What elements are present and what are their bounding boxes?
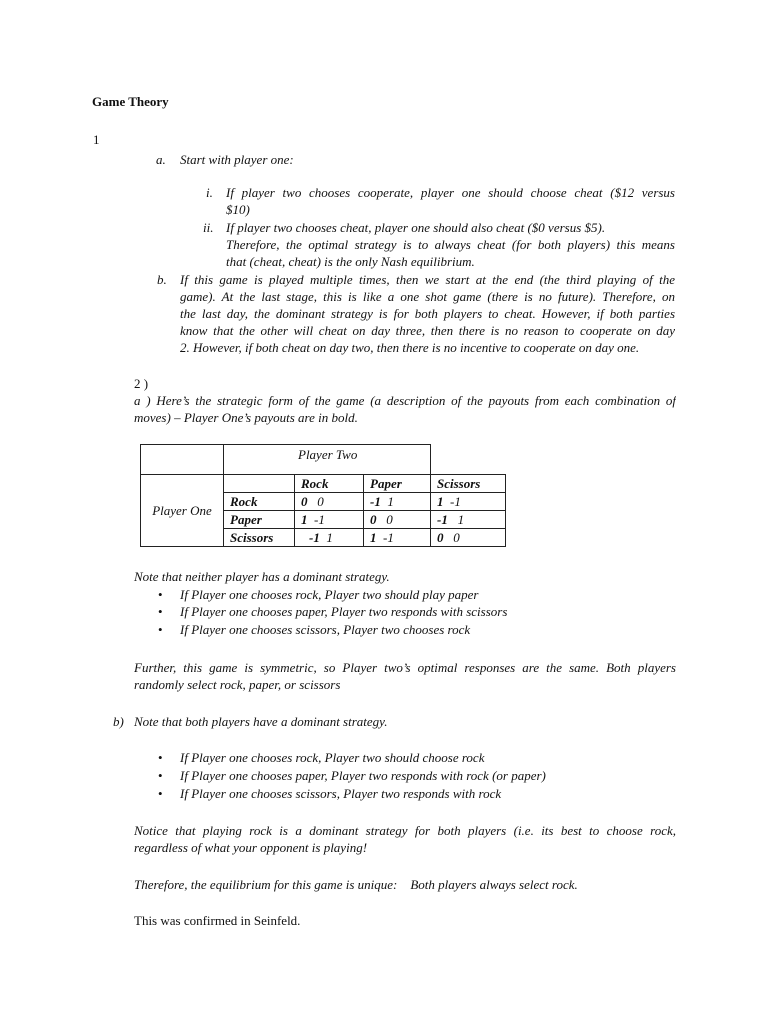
q1-i-line2: $10) — [226, 202, 250, 217]
q2-notice-line-2: regardless of what your opponent is playing! — [134, 840, 368, 855]
q1-ii-line3: that (cheat, cheat) is the only Nash equilibrium. — [226, 254, 475, 269]
bullet-list-2-item-2: If Player one chooses paper, Player two responds with rock (or paper) — [180, 768, 546, 783]
q1-b-line5: 2. However, if both cheat on day two, then there is no incentive to cooperate on day one. — [180, 340, 640, 355]
cell-paper-rock: 1 -1 — [295, 511, 364, 529]
q1-i-line1: If player two chooses cooperate, player one should choose cheat ($12 versus — [226, 185, 675, 200]
bullet-list-1-item-3: If Player one chooses scissors, Player two chooses rock — [180, 622, 471, 637]
q2-b-label: b) — [113, 714, 124, 729]
cell-scissors-scissors: 0 0 — [431, 529, 506, 547]
bullet-list-1-item-1: If Player one chooses rock, Player two should play paper — [180, 587, 479, 602]
cell-scissors-paper: 1 -1 — [364, 529, 431, 547]
question-1-number: 1 — [93, 132, 100, 147]
q2-seinfeld: This was confirmed in Seinfeld. — [134, 913, 301, 928]
q2-b-text: Note that both players have a dominant strategy. — [134, 714, 388, 729]
q2-a-line2: moves) – Player One’s payouts are in bold. — [134, 410, 358, 425]
cell-scissors-rock: -1 1 — [295, 529, 364, 547]
q2-further-line-1: Further, this game is symmetric, so Player two’s optimal responses are the same. Both players — [134, 660, 676, 675]
q2-notice-line-1: Notice that playing rock is a dominant strategy for both players (i.e. its best to choose rock, — [134, 823, 676, 838]
cell-rock-scissors: 1 -1 — [431, 493, 506, 511]
bullet-list-2-item-3: If Player one chooses scissors, Player two responds with rock — [180, 786, 502, 801]
cell-rock-rock: 0 0 — [295, 493, 364, 511]
bullet-icon: • — [158, 750, 163, 765]
q2-further-line-2: randomly select rock, paper, or scissors — [134, 677, 341, 692]
bullet-icon: • — [158, 587, 163, 602]
q1-b-line4: know that the other will cheat on day three, then there is no reason to cooperate on day — [180, 323, 675, 338]
question-2-number: 2 ) — [134, 376, 149, 391]
table-corner-inner — [224, 475, 295, 493]
q2-a-line1: a ) Here’s the strategic form of the game (a description of the payouts from each combination of — [134, 393, 676, 408]
q1-b-line2: game). At the last stage, this is like a one shot game (there is no future). Therefore, on — [180, 289, 675, 304]
q1-b-line1: If this game is played multiple times, then we start at the end (the third playing of the — [180, 272, 675, 287]
row-header-scissors: Scissors — [224, 529, 295, 547]
q1-i-label: i. — [206, 185, 213, 200]
q1-ii-line2: Therefore, the optimal strategy is to always cheat (for both players) this means — [226, 237, 675, 252]
q1-ii-label: ii. — [203, 220, 214, 235]
q1-b-line3: the last day, the dominant strategy is for both players to cheat. However, if both parties — [180, 306, 675, 321]
page-title: Game Theory — [92, 94, 169, 109]
q1-ii-line1: If player two chooses cheat, player one should also cheat ($0 versus $5). — [226, 220, 606, 235]
table-header-player-one: Player One — [141, 475, 224, 547]
table-header-player-two: Player Two — [224, 445, 431, 475]
bullet-icon: • — [158, 622, 163, 637]
table-corner-cell — [141, 445, 224, 475]
bullet-icon: • — [158, 768, 163, 783]
cell-paper-scissors: -1 1 — [431, 511, 506, 529]
q1-a-text: Start with player one: — [180, 152, 294, 167]
q2-note-1: Note that neither player has a dominant strategy. — [134, 569, 390, 584]
q1-a-label: a. — [156, 152, 166, 167]
col-header-paper: Paper — [364, 475, 431, 493]
q2-therefore: Therefore, the equilibrium for this game is unique: Both players always select rock. — [134, 877, 578, 892]
cell-rock-paper: -1 1 — [364, 493, 431, 511]
payoff-table — [140, 444, 506, 547]
q1-b-label: b. — [157, 272, 167, 287]
row-header-paper: Paper — [224, 511, 295, 529]
row-header-rock: Rock — [224, 493, 295, 511]
cell-paper-paper: 0 0 — [364, 511, 431, 529]
bullet-list-2-item-1: If Player one chooses rock, Player two should choose rock — [180, 750, 485, 765]
bullet-icon: • — [158, 786, 163, 801]
col-header-rock: Rock — [295, 475, 364, 493]
bullet-icon: • — [158, 604, 163, 619]
bullet-list-1-item-2: If Player one chooses paper, Player two responds with scissors — [180, 604, 508, 619]
col-header-scissors: Scissors — [431, 475, 506, 493]
